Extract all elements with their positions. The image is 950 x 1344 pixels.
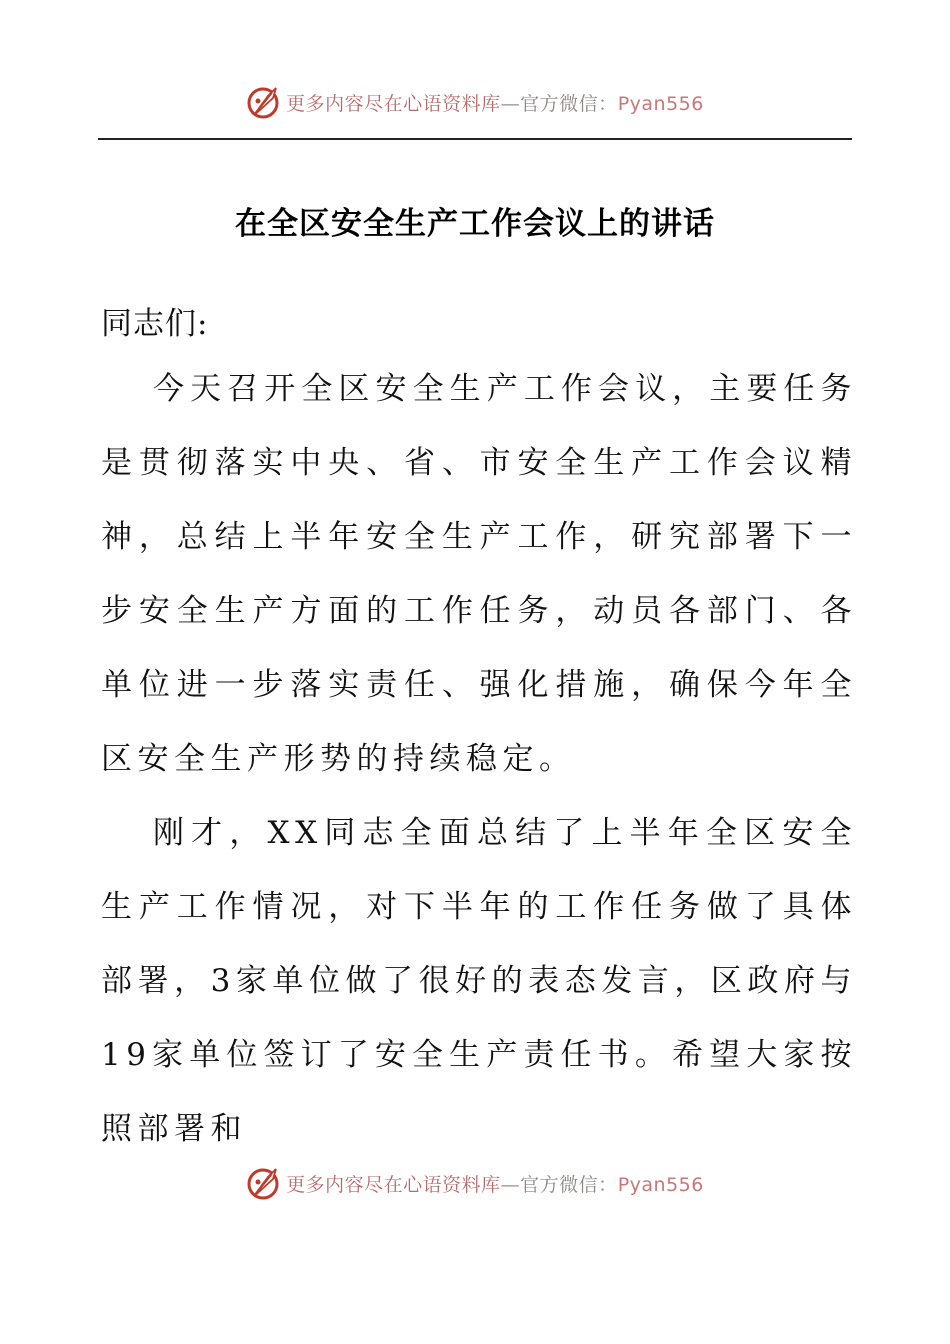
footer-brand: 更多内容尽在心语资料库 <box>286 1173 501 1196</box>
quill-logo-icon <box>246 1165 282 1201</box>
greeting: 同志们: <box>101 306 209 342</box>
header-wechat-label: 官方微信： <box>520 92 618 115</box>
quill-logo-icon <box>246 84 282 120</box>
paragraph-1: 今天召开全区安全生产工作会议，主要任务是贯彻落实中央、省、市安全生产工作会议精神，总结上半年安全生产工作，研究部署下一步安全生产方面的工作任务，动员各部门、各单位进一步落实责任、强化措施，确保今年全区安全生产形势的持续稳定。 <box>101 371 857 777</box>
header-divider <box>98 138 852 140</box>
header-brand: 更多内容尽在心语资料库 <box>286 92 501 115</box>
document-title: 在全区安全生产工作会议上的讲话 <box>235 206 715 242</box>
footer-banner-text <box>286 1170 704 1197</box>
footer-banner <box>0 1163 950 1203</box>
header-wechat-id: Pyan556 <box>617 92 704 115</box>
paragraph-2: 刚才，XX同志全面总结了上半年全区安全生产工作情况，对下半年的工作任务做了具体部署，3家单位做了很好的表态发言，区政府与19家单位签订了安全生产责任书。希望大家按照部署和 <box>101 815 857 1147</box>
header-banner-text <box>286 89 704 116</box>
footer-wechat-id: Pyan556 <box>617 1173 704 1196</box>
header-banner <box>0 82 950 122</box>
footer-wechat-label: 官方微信： <box>520 1173 618 1196</box>
header-dash: — <box>500 92 521 115</box>
footer-dash: — <box>500 1173 521 1196</box>
